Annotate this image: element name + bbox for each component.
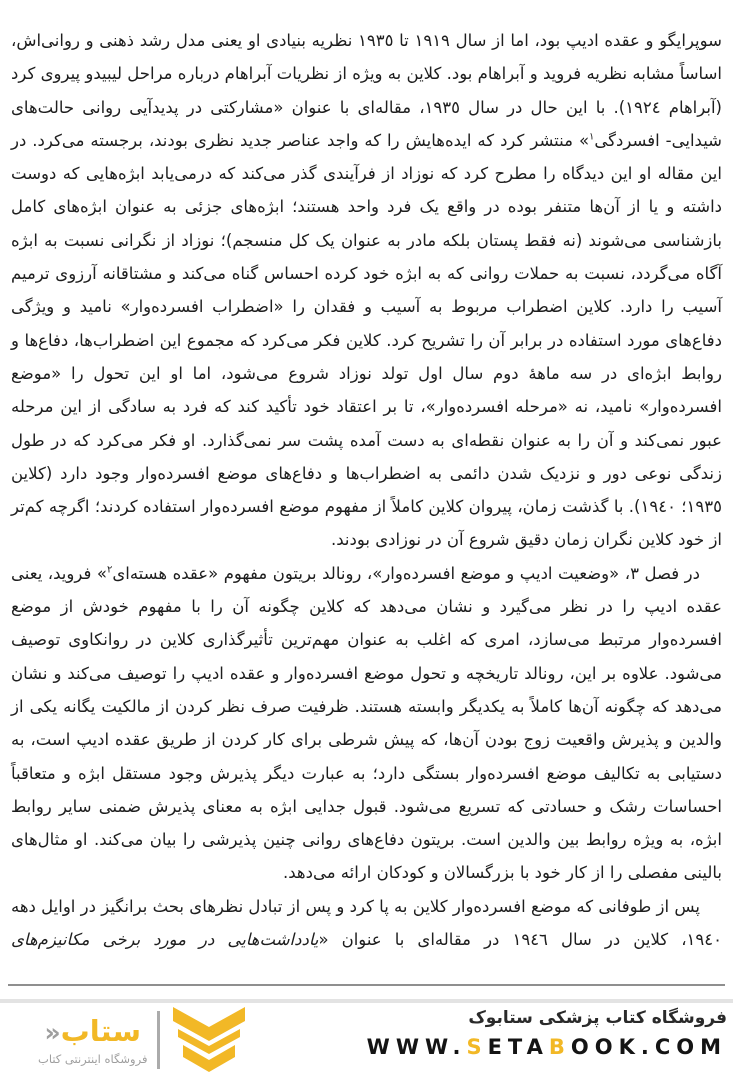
- footer: [0, 1003, 733, 1080]
- footer-divider-line: [8, 984, 725, 986]
- footer-store-info: [367, 1008, 727, 1059]
- logo-divider: [157, 1011, 160, 1069]
- website-url[interactable]: WWW.SETABOOK.COM: [366, 1035, 727, 1059]
- logo-wordmark-kaf: «: [44, 1017, 61, 1047]
- logo-wordmark-text: ستاب: [60, 1013, 141, 1048]
- paragraph-2: در فصل ٣، «وضعیت ادیپ و موضع افسرده‌وار»، رونالد بریتون مفهوم «عقده هسته‌ای$^٢$» فروید، یعنی عقده ادیپ را در نظر می‌گیرد و نشان می‌دهد که کلاین چگونه آن را با مفهوم خودش از موضع افسرده‌وار مرتبط می‌سازد، امری که اغلب به عنوان مهم‌ترین تأثیرگذاری کلاین در روانکاوی توصیف می‌شود. علاوه بر این، رونالد تاریخچه و تحول موضع افسرده‌وار و عقده ادیپ را توصیف می‌کند و نشان می‌دهد که چگونه آن‌ها کاملاً به یکدیگر وابسته هستند. ظرفیت صرف نظر کردن از مالکیت یگانه یکی از والدین و پذیرش واقعیت زوج بودن آن‌ها، که پیش شرطی برای کار کردن از طریق عقده ادیپ است، به دستیابی به تکالیف موضع افسرده‌وار بستگی دارد؛ به عبارت دیگر پذیرش وجود مستقل ابژه و متعاقباً احساسات رشک و حسادتی که تسریع می‌شود. قبول جدایی ابژه به معنای پذیرش ضمنی سایر روابط ابژه، به ویژه روابط بین والدین است. بریتون دفاع‌های روانی چنین پذیرشی را بیان می‌کند. او مثال‌های بالینی مفصلی را از کار خود با بزرگسالان و کودکان ارائه می‌دهد.: [11, 563, 722, 883]
- logo-wordmark-block: [38, 1015, 147, 1066]
- setabook-chevron-logo-icon: [170, 1005, 248, 1075]
- logo-wordmark: [44, 1015, 141, 1049]
- paragraph-3: پس از طوفانی که موضع افسرده‌وار کلاین به پا کرد و پس از تبادل نظرهای بحث برانگیز در اوایل دهه ١٩٤٠، کلاین در سال ١٩٤٦ در مقاله‌ای با عنوان «یادداشت‌هایی در مورد برخی مکانیزم‌های: [11, 896, 722, 950]
- setabook-logo[interactable]: [38, 1007, 248, 1073]
- logo-caption: فروشگاه اینترنتی کتاب: [38, 1051, 148, 1066]
- store-title: فروشگاه کتاب پزشکی ستابوک: [468, 1008, 727, 1028]
- paragraph-1: سوپرایگو و عقده ادیپ بود، اما از سال ١٩١٩ تا ١٩٣٥ نظریه بنیادی او یعنی مدل رشد ذهنی و روانی‌اش، اساساً مشابه نظریه فروید و آبراهام بود. کلاین به ویژه از نظریات آبراهام درباره مراحل لیبیدو پیروی کرد (آبراهام ١٩٢٤). با این حال در سال ١٩٣٥، مقاله‌ای با عنوان «مشارکتی در پدیدآیی روانی حالت‌های شیدایی- افسردگی$^١$» منتشر کرد که ایده‌هایش را که واجد عناصر جدید نظری بودند، برجسته می‌کرد. در این مقاله او این دیدگاه را مطرح کرد که نوزاد از فرآیندی گذر می‌کند که درمی‌یابد ابژه‌هایی که دوست داشته و یا از آن‌ها متنفر بوده در واقع یک فرد واحد هستند؛ ابژه‌های جزئی به عنوان ابژه‌های کامل بازشناسی می‌شوند (نه فقط پستان بلکه مادر به عنوان یک کل منسجم)؛ نوزاد از نگرانی نسبت به ابژه آگاه می‌گردد، نسبت به حملات روانی که به ابژه خود کرده احساس گناه می‌کند و مشتاقانه آرزوی ترمیم آسیب را دارد. کلاین اضطراب مربوط به آسیب و فقدان را «اضطراب افسرده‌وار» نامید و ویژگی دفاع‌های مورد استفاده در برابر آن را تشریح کرد. کلاین فکر می‌کرد که مجموع این اضطراب‌ها، دفاع‌ها و روابط ابژه‌ای در سه ماهۀ دوم سال اول تولد نوزاد شروع می‌شود، اما او این تحول را «موضع افسرده‌وار» نامید، نه «مرحله افسرده‌وار»، تا بر اعتقاد خود تأکید کند که فرد به سادگی از این مرحله عبور نمی‌کند و آن را به عنوان نقطه‌ای به دست آمده پشت سر نمی‌گذارد. او فکر می‌کرد که در طول زندگی نوعی دور و نزدیک شدن دائمی به اضطراب‌ها و دفاع‌های موضع افسرده‌وار وجود دارد (کلاین ١٩٣٥؛ ١٩٤٠). با گذشت زمان، پیروان کلاین کاملاً از مفهوم موضع افسرده‌وار استفاده کردند؛ اگرچه کم‌تر از خود کلاین نگران زمان دقیق شروع آن در نوزادی بودند.: [11, 31, 723, 550]
- page-text: [11, 24, 722, 956]
